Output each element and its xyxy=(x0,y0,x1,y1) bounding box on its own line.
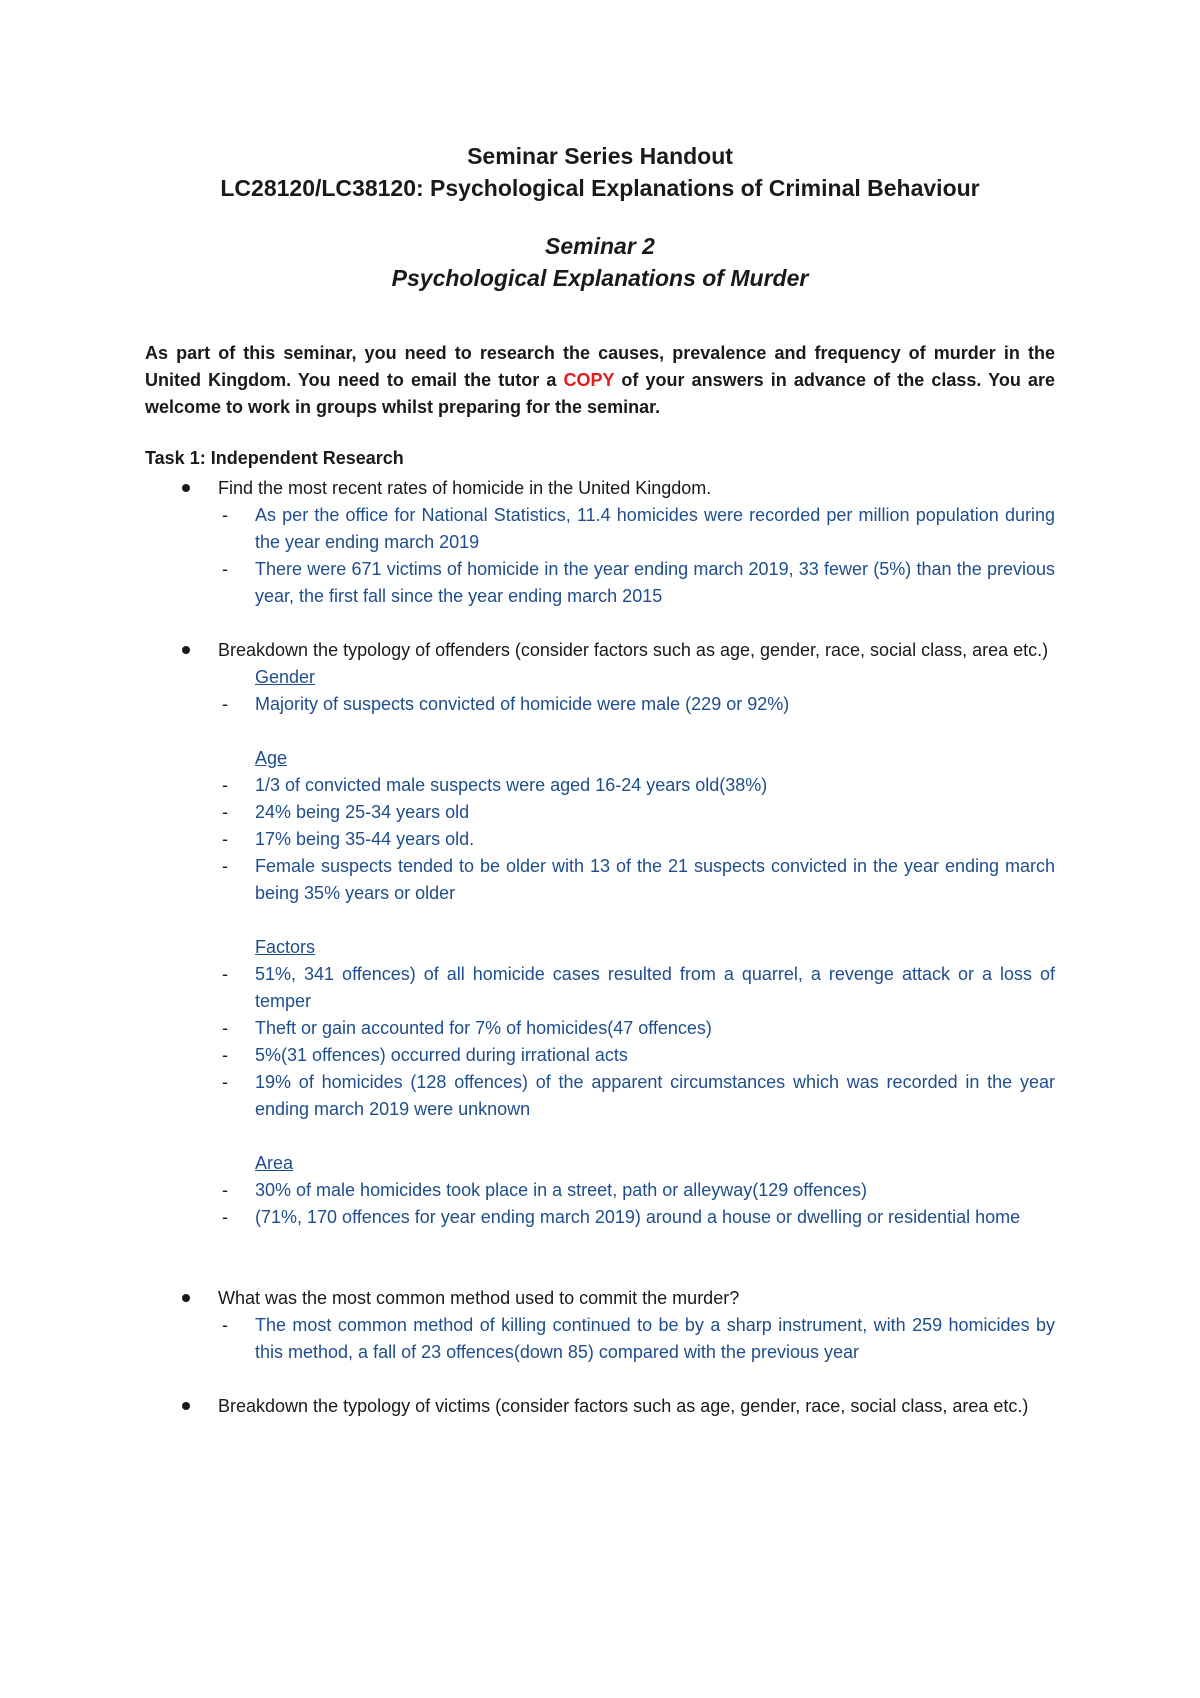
answer-text: There were 671 victims of homicide in the year ending march 2019, 33 fewer (5%) than the previous year, the first fall since the year ending march 2015 xyxy=(255,559,1055,606)
question-text: Breakdown the typology of victims (consider factors such as age, gender, race, social class, area etc.) xyxy=(218,1396,1029,1416)
bullet-icon xyxy=(182,1402,190,1410)
answer-text: 24% being 25-34 years old xyxy=(255,802,470,822)
subheading-age: Age xyxy=(255,748,288,768)
answer-text: As per the office for National Statistics, 11.4 homicides were recorded per million population during the year ending march 2019 xyxy=(255,505,1055,552)
answer-text: Theft or gain accounted for 7% of homicides(47 offences) xyxy=(255,1018,712,1038)
answer-item: - 51%, 341 offences) of all homicide cases resulted from a quarrel, a revenge attack or a loss of temper xyxy=(222,964,1055,1011)
question-offender-typology xyxy=(145,637,1055,664)
answer-text: Female suspects tended to be older with 13 of the 21 suspects convicted in the year ending march being 35% years or older xyxy=(255,856,1055,903)
answer-text: 51%, 341 offences) of all homicide cases resulted from a quarrel, a revenge attack or a loss of temper xyxy=(255,964,1055,1011)
answer-item: - 1/3 of convicted male suspects were aged 16-24 years old(38%) xyxy=(222,775,768,795)
answer-text: 17% being 35-44 years old. xyxy=(255,829,475,849)
question-text: Breakdown the typology of offenders (consider factors such as age, gender, race, social class, area etc.) xyxy=(218,640,1049,660)
question-victim-typology xyxy=(145,1393,1055,1420)
question-homicide-rates xyxy=(145,475,1055,502)
answer-item: - 17% being 35-44 years old. xyxy=(222,829,475,849)
answer-text: Majority of suspects convicted of homicide were male (229 or 92%) xyxy=(255,694,790,714)
handout-title: Seminar Series Handout xyxy=(467,143,733,169)
answer-item: - (71%, 170 offences for year ending march 2019) around a house or dwelling or residential home xyxy=(222,1207,1021,1227)
copy-highlight: COPY xyxy=(563,370,615,390)
answer-item: - As per the office for National Statistics, 11.4 homicides were recorded per million population during the year ending march 2019 xyxy=(222,505,1055,552)
intro-text-before: As part of this seminar, you need to research the causes, prevalence and frequency of murder in the United Kingdom. You need to email the tutor a xyxy=(145,343,1055,390)
subheading-gender: Gender xyxy=(255,667,316,687)
bullet-icon xyxy=(182,484,190,492)
bullet-icon xyxy=(182,646,190,654)
module-title: LC28120/LC38120: Psychological Explanations of Criminal Behaviour xyxy=(220,175,980,201)
question-text: Find the most recent rates of homicide in the United Kingdom. xyxy=(218,478,712,498)
answer-text: (71%, 170 offences for year ending march 2019) around a house or dwelling or residential home xyxy=(255,1207,1021,1227)
seminar-topic: Psychological Explanations of Murder xyxy=(391,265,809,291)
question-common-method xyxy=(145,1285,1055,1312)
task-heading: Task 1: Independent Research xyxy=(145,448,404,468)
subheading-factors: Factors xyxy=(255,937,316,957)
bullet-icon xyxy=(182,1294,190,1302)
answer-item: - 24% being 25-34 years old xyxy=(222,802,470,822)
answer-item: - 5%(31 offences) occurred during irrational acts xyxy=(222,1045,628,1065)
answer-item: - Female suspects tended to be older with 13 of the 21 suspects convicted in the year ending march being 35% years or older xyxy=(222,856,1055,903)
answer-text: The most common method of killing continued to be by a sharp instrument, with 259 homicides by this method, a fall of 23 offences(down 85) compared with the previous year xyxy=(255,1315,1055,1362)
intro-paragraph xyxy=(145,340,1055,421)
document-header xyxy=(0,140,1200,294)
question-text: What was the most common method used to commit the murder? xyxy=(218,1288,740,1308)
intro-text-after: of your answers in advance of the class. You are welcome to work in groups whilst preparing for the seminar. xyxy=(145,370,1056,417)
answer-item: - 30% of male homicides took place in a street, path or alleyway(129 offences) xyxy=(222,1180,867,1200)
seminar-number: Seminar 2 xyxy=(545,233,655,259)
task-content xyxy=(145,475,1055,1420)
answer-text: 5%(31 offences) occurred during irrational acts xyxy=(255,1045,628,1065)
answer-item: - Majority of suspects convicted of homicide were male (229 or 92%) xyxy=(222,694,790,714)
answer-text: 30% of male homicides took place in a street, path or alleyway(129 offences) xyxy=(255,1180,867,1200)
answer-item: - Theft or gain accounted for 7% of homicides(47 offences) xyxy=(222,1018,712,1038)
answer-item: - The most common method of killing continued to be by a sharp instrument, with 259 homicides by this method, a fall of 23 offences(down 85) compared with the previous year xyxy=(222,1315,1055,1362)
answer-item: - There were 671 victims of homicide in the year ending march 2019, 33 fewer (5%) than the previous year, the first fall since the year ending march 2015 xyxy=(222,559,1055,606)
subheading-area: Area xyxy=(255,1153,294,1173)
answer-item: - 19% of homicides (128 offences) of the apparent circumstances which was recorded in the year ending march 2019 were unknown xyxy=(222,1072,1055,1119)
answer-text: 19% of homicides (128 offences) of the apparent circumstances which was recorded in the year ending march 2019 were unknown xyxy=(255,1072,1055,1119)
answer-text: 1/3 of convicted male suspects were aged 16-24 years old(38%) xyxy=(255,775,768,795)
